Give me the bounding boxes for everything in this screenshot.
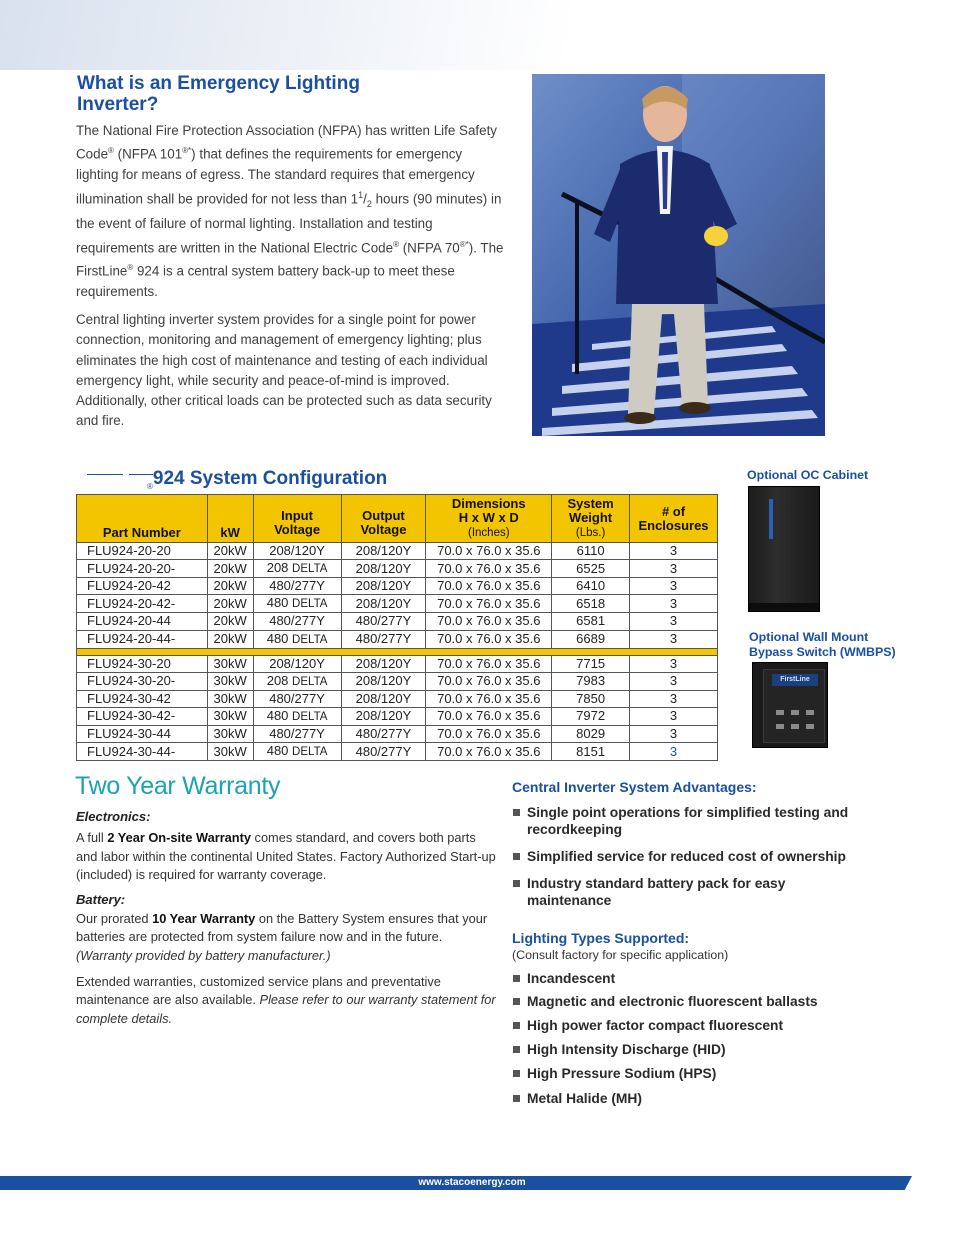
- intro-heading-line2: Inverter?: [77, 94, 159, 115]
- lighting-title: Lighting Types Supported:: [512, 930, 690, 946]
- wmbps-label: Optional Wall Mount Bypass Switch (WMBPS): [749, 630, 896, 659]
- list-item: Incandescent: [513, 970, 873, 987]
- cell-enclosures: 3: [630, 560, 718, 578]
- cell-input-voltage: 480 DELTA: [253, 707, 341, 725]
- cell-kw: 20kW: [207, 613, 253, 630]
- cell-part-number: FLU924-20-42: [77, 578, 208, 595]
- cell-input-voltage: 208/120Y: [253, 655, 341, 672]
- col-enclosures: # of Enclosures: [630, 495, 718, 543]
- advantages-title: Central Inverter System Advantages:: [512, 779, 757, 795]
- cell-weight: 6410: [552, 578, 630, 595]
- cell-kw: 20kW: [207, 630, 253, 648]
- table-row: [77, 613, 718, 630]
- warranty-title: Two Year Warranty: [75, 772, 281, 800]
- cell-part-number: FLU924-30-42: [77, 690, 208, 707]
- config-title: $_®$924 System Configuration: [77, 468, 387, 491]
- table-row: [77, 707, 718, 725]
- cell-part-number: FLU924-20-42-: [77, 595, 208, 613]
- cell-dimensions: 70.0 x 76.0 x 35.6: [426, 543, 552, 560]
- table-row: [77, 595, 718, 613]
- cell-weight: 7850: [552, 690, 630, 707]
- oc-cabinet-label: Optional OC Cabinet: [747, 468, 869, 482]
- cell-dimensions: 70.0 x 76.0 x 35.6: [426, 672, 552, 690]
- cell-output-voltage: 208/120Y: [341, 655, 426, 672]
- cell-kw: 30kW: [207, 725, 253, 742]
- cell-enclosures: 3: [630, 543, 718, 560]
- cell-kw: 20kW: [207, 578, 253, 595]
- col-output-voltage: Output Voltage: [341, 495, 426, 543]
- cell-weight: 6525: [552, 560, 630, 578]
- intro-heading: [77, 73, 497, 115]
- intro-heading-line1: What is an Emergency Lighting: [77, 73, 360, 94]
- cell-weight: 6110: [552, 543, 630, 560]
- cell-dimensions: 70.0 x 76.0 x 35.6: [426, 630, 552, 648]
- cell-enclosures: 3: [630, 630, 718, 648]
- cell-part-number: FLU924-20-44: [77, 613, 208, 630]
- col-kw: kW: [207, 495, 253, 543]
- list-item: High power factor compact fluorescent: [513, 1017, 873, 1034]
- system-configuration-table: [76, 494, 718, 761]
- cell-output-voltage: 208/120Y: [341, 690, 426, 707]
- bypass-brand-label: FirstLine: [772, 674, 818, 686]
- cell-input-voltage: 480/277Y: [253, 613, 341, 630]
- cell-output-voltage: 208/120Y: [341, 707, 426, 725]
- cell-dimensions: 70.0 x 76.0 x 35.6: [426, 595, 552, 613]
- cell-output-voltage: 480/277Y: [341, 725, 426, 742]
- battery-label: Battery:: [76, 891, 126, 907]
- col-dimensions: Dimensions H x W x D (Inches): [426, 495, 552, 543]
- cell-enclosures: 3: [630, 655, 718, 672]
- cell-weight: 7972: [552, 707, 630, 725]
- col-part-number: Part Number: [77, 495, 208, 543]
- advantages-list: [513, 804, 873, 909]
- table-row: [77, 672, 718, 690]
- cell-kw: 30kW: [207, 707, 253, 725]
- cell-dimensions: 70.0 x 76.0 x 35.6: [426, 655, 552, 672]
- table-row: [77, 560, 718, 578]
- cell-dimensions: 70.0 x 76.0 x 35.6: [426, 578, 552, 595]
- header-gradient: [0, 0, 954, 70]
- cell-output-voltage: 208/120Y: [341, 543, 426, 560]
- cell-dimensions: 70.0 x 76.0 x 35.6: [426, 707, 552, 725]
- cell-kw: 30kW: [207, 743, 253, 761]
- cell-kw: 30kW: [207, 690, 253, 707]
- intro-paragraph-1: The National Fire Protection Association (NFPA) has written Life Safety Code® (NFPA 101®*) that defines the requirements for emergency lighting for means of egress. The standard requires that emergency illumination shall be provided for not less than $1^1/_2$ hours (90 minutes) in the event of failure of normal lighting. Installation and testing requirements are written in the National Electric Code® (NFPA 70®*). The FirstLine® 924 is a central system battery back-up to meet these requirements.: [76, 123, 504, 299]
- cell-output-voltage: 208/120Y: [341, 672, 426, 690]
- cell-output-voltage: 480/277Y: [341, 630, 426, 648]
- cell-weight: 6518: [552, 595, 630, 613]
- footer-url: www.stacoenergy.com: [418, 1177, 526, 1188]
- cell-input-voltage: 480/277Y: [253, 725, 341, 742]
- cell-enclosures: 3: [630, 578, 718, 595]
- cell-weight: 7983: [552, 672, 630, 690]
- cell-enclosures: 3: [630, 707, 718, 725]
- cell-output-voltage: 208/120Y: [341, 560, 426, 578]
- list-item: Magnetic and electronic fluorescent ballasts: [513, 993, 873, 1010]
- photo-illustration: [532, 74, 825, 436]
- table-row: [77, 725, 718, 742]
- list-item: High Pressure Sodium (HPS): [513, 1065, 873, 1082]
- cell-kw: 20kW: [207, 595, 253, 613]
- cell-dimensions: 70.0 x 76.0 x 35.6: [426, 690, 552, 707]
- bypass-switch-image: [752, 662, 828, 748]
- list-item: Single point operations for simplified testing and recordkeeping: [513, 804, 873, 838]
- cell-dimensions: 70.0 x 76.0 x 35.6: [426, 725, 552, 742]
- firstline-logo-lines: [77, 474, 147, 484]
- extended-warranty-text: Extended warranties, customized service plans and preventative maintenance are also available. Please refer to our warranty statement for complete details.: [76, 973, 496, 1026]
- cell-part-number: FLU924-20-20: [77, 543, 208, 560]
- table-row: [77, 578, 718, 595]
- cell-input-voltage: 208 DELTA: [253, 672, 341, 690]
- cell-part-number: FLU924-20-20-: [77, 560, 208, 578]
- cell-input-voltage: 208/120Y: [253, 543, 341, 560]
- cell-part-number: FLU924-30-44-: [77, 743, 208, 761]
- cell-part-number: FLU924-30-20: [77, 655, 208, 672]
- list-item: High Intensity Discharge (HID): [513, 1041, 873, 1058]
- cell-part-number: FLU924-30-44: [77, 725, 208, 742]
- list-item: Simplified service for reduced cost of ownership: [513, 848, 873, 865]
- table-row: [77, 655, 718, 672]
- lighting-list: [513, 970, 873, 1107]
- cell-output-voltage: 208/120Y: [341, 595, 426, 613]
- cell-enclosures: 3: [630, 672, 718, 690]
- man-on-stairs-photo: [532, 74, 825, 436]
- list-item: Industry standard battery pack for easy maintenance: [513, 875, 873, 909]
- cell-part-number: FLU924-20-44-: [77, 630, 208, 648]
- cell-enclosures: 3: [630, 725, 718, 742]
- config-title-text: 924 System Configuration: [152, 468, 388, 489]
- table-separator-row: [77, 648, 718, 655]
- cell-kw: 30kW: [207, 672, 253, 690]
- cell-enclosures: 3: [630, 743, 718, 761]
- cell-output-voltage: 480/277Y: [341, 613, 426, 630]
- warranty-body: [76, 809, 496, 1028]
- cell-dimensions: 70.0 x 76.0 x 35.6: [426, 613, 552, 630]
- table-row: [77, 630, 718, 648]
- cell-weight: 7715: [552, 655, 630, 672]
- cell-dimensions: 70.0 x 76.0 x 35.6: [426, 560, 552, 578]
- lighting-note: (Consult factory for specific application): [512, 948, 729, 962]
- electronics-label: Electronics:: [76, 809, 151, 824]
- cell-enclosures: 3: [630, 690, 718, 707]
- electronics-text: A full 2 Year On-site Warranty comes standard, and covers both parts and labor within the continental United States. Factory Authorized Start-up (included) is required for warranty coverage.: [76, 830, 496, 883]
- cell-weight: 8029: [552, 725, 630, 742]
- cell-input-voltage: 480 DELTA: [253, 743, 341, 761]
- cell-part-number: FLU924-30-42-: [77, 707, 208, 725]
- cell-part-number: FLU924-30-20-: [77, 672, 208, 690]
- col-input-voltage: Input Voltage: [253, 495, 341, 543]
- table-header-row: [77, 495, 718, 543]
- table-row: [77, 690, 718, 707]
- cell-enclosures: 3: [630, 595, 718, 613]
- fraction-numerator: 1: [358, 190, 364, 201]
- cell-output-voltage: 208/120Y: [341, 578, 426, 595]
- cell-kw: 20kW: [207, 543, 253, 560]
- cell-weight: 8151: [552, 743, 630, 761]
- cell-input-voltage: 208 DELTA: [253, 560, 341, 578]
- col-system-weight: System Weight (Lbs.): [552, 495, 630, 543]
- cell-input-voltage: 480/277Y: [253, 690, 341, 707]
- cell-weight: 6581: [552, 613, 630, 630]
- battery-text: Our prorated 10 Year Warranty on the Battery System ensures that your batteries are protected from system failure now and in the future. (Warranty provided by battery manufacturer.): [76, 910, 488, 963]
- oc-cabinet-image: [748, 486, 820, 612]
- cell-kw: 20kW: [207, 560, 253, 578]
- list-item: Metal Halide (MH): [513, 1090, 873, 1107]
- cell-dimensions: 70.0 x 76.0 x 35.6: [426, 743, 552, 761]
- cell-input-voltage: 480 DELTA: [253, 630, 341, 648]
- cell-enclosures: 3: [630, 613, 718, 630]
- cell-input-voltage: 480 DELTA: [253, 595, 341, 613]
- intro-paragraph-2: Central lighting inverter system provides for a single point for power connection, monitoring and management of emergency lighting; plus eliminates the high cost of maintenance and testing of each individual emergency light, while security and peace-of-mind is improved. Additionally, other critical loads can be protected such as data security and fire.: [76, 312, 492, 429]
- fraction-denominator: 2: [366, 199, 372, 210]
- cell-output-voltage: 480/277Y: [341, 743, 426, 761]
- cell-kw: 30kW: [207, 655, 253, 672]
- cell-weight: 6689: [552, 630, 630, 648]
- intro-body: [76, 121, 508, 439]
- cell-input-voltage: 480/277Y: [253, 578, 341, 595]
- table-row: [77, 743, 718, 761]
- table-row: [77, 543, 718, 560]
